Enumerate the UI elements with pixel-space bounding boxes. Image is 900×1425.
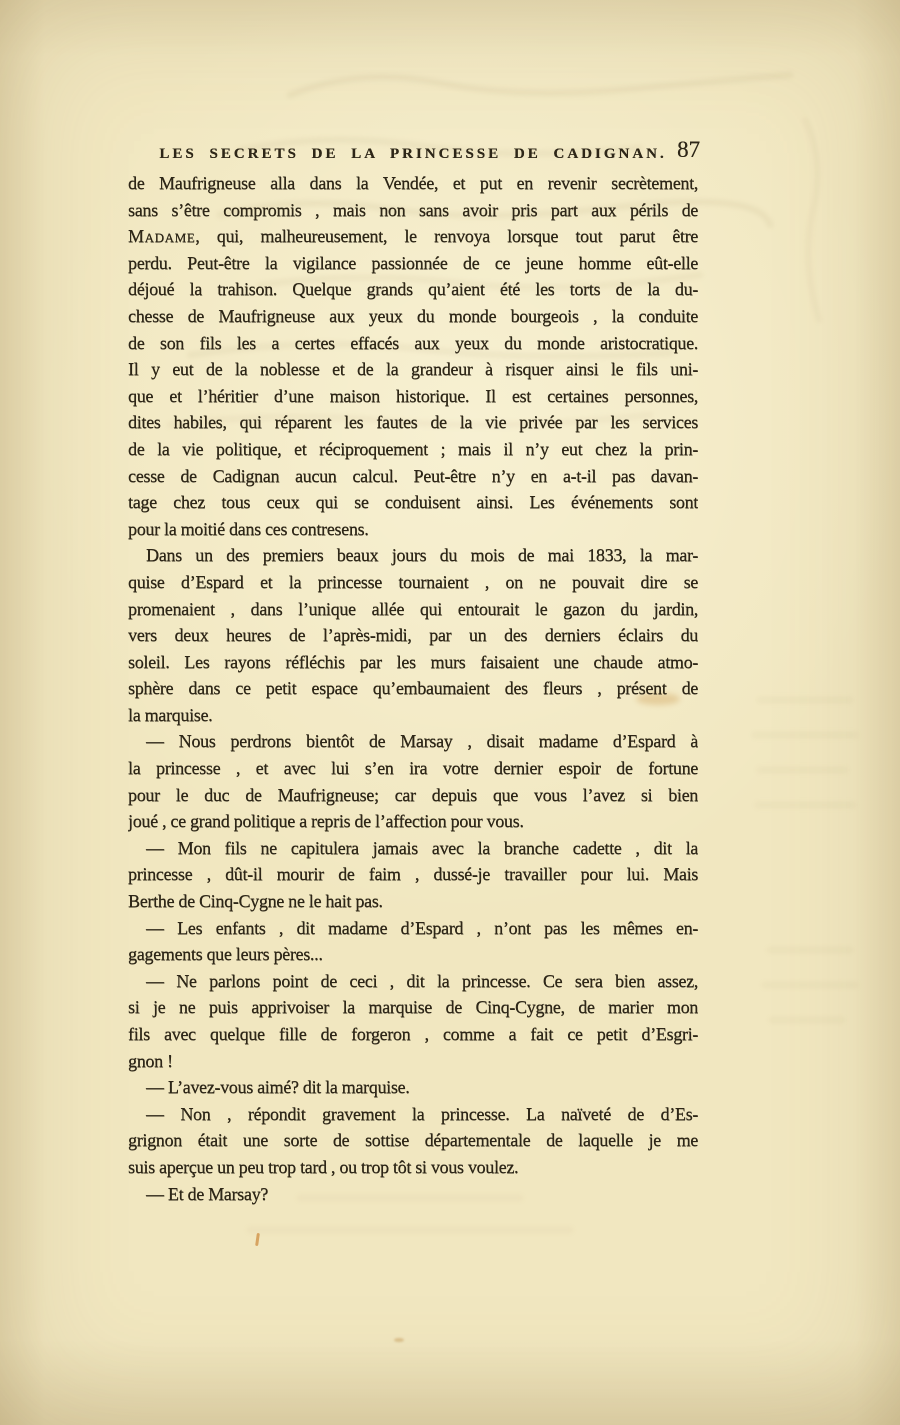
text-line: — Ne parlons point de ceci , dit la princesse. Ce sera bien assez,: [146, 970, 698, 991]
text-line: Berthe de Cinq-Cygne ne le hait pas.: [128, 891, 383, 912]
text-line: chesse de Maufrigneuse aux yeux du monde bourgeois , la conduite: [128, 305, 698, 326]
paper-speck: [394, 1338, 404, 1342]
text-line: si je ne puis apprivoiser la marquise de Cinq-Cygne, de marier mon: [128, 997, 698, 1018]
text-line: grignon était une sorte de sottise départementale de laquelle je me: [128, 1130, 698, 1151]
text-line: de son fils les a certes effacés aux yeux du monde aristocratique.: [128, 332, 698, 353]
text-line-rest: , qui, malheureusement, le renvoya lorsque tout parut être: [195, 226, 698, 247]
text-line: gagements que leurs pères...: [128, 944, 323, 965]
text-line: Il y eut de la noblesse et de la grandeur à risquer ainsi le fils uni-: [128, 359, 698, 380]
text-line: soleil. Les rayons réfléchis par les murs faisaient une chaude atmo-: [128, 651, 698, 672]
text-line: de la vie politique, et réciproquement ; mais il n’y eut chez la prin-: [128, 438, 698, 459]
text-line: tage chez tous ceux qui se conduisent ainsi. Les événements sont: [128, 492, 698, 513]
text-line: vers deux heures de l’après-midi, par un des derniers éclairs du: [128, 625, 698, 646]
text-line: — Mon fils ne capitulera jamais avec la branche cadette , dit la: [146, 837, 698, 858]
text-line: gnon !: [128, 1050, 173, 1071]
smallcaps-word: Madame: [128, 226, 196, 247]
text-line: dites habiles, qui réparent les fautes de la vie privée par les services: [128, 412, 698, 433]
text-line: — Les enfants , dit madame d’Espard , n’ont pas les mêmes en-: [146, 917, 698, 938]
running-header: [128, 137, 700, 165]
text-line: — Nous perdrons bientôt de Marsay , disait madame d’Espard à: [146, 731, 698, 752]
page-number: 87: [677, 137, 700, 162]
text-line: perdu. Peut-être la vigilance passionnée de ce jeune homme eût-elle: [128, 252, 698, 273]
text-line: la princesse , et avec lui s’en ira votre dernier espoir de fortune: [128, 758, 698, 779]
paper-mark: [255, 1233, 260, 1246]
running-header-title: LES SECRETS DE LA PRINCESSE DE CADIGNAN.: [159, 146, 667, 162]
text-line: [128, 223, 698, 250]
text-line: sphère dans ce petit espace qu’embaumaient des fleurs , présent de: [128, 678, 698, 699]
text-line: suis aperçue un peu trop tard , ou trop tôt si vous voulez.: [128, 1156, 519, 1177]
text-line: déjoué la trahison. Quelque grands qu’aient été les torts de la du-: [128, 279, 698, 300]
text-line: de Maufrigneuse alla dans la Vendée, et put en revenir secrètement,: [128, 173, 698, 193]
text-line: — Non , répondit gravement la princesse. La naïveté de d’Es-: [146, 1103, 698, 1124]
text-line: cesse de Cadignan aucun calcul. Peut-être n’y en a-t-il pas davan-: [128, 465, 698, 486]
text-line: princesse , dût-il mourir de faim , dussé-je travailler pour lui. Mais: [128, 864, 698, 885]
text-line: — Et de Marsay?: [146, 1183, 268, 1204]
text-line: la marquise.: [128, 704, 213, 725]
text-line: sans s’être compromis , mais non sans avoir pris part aux périls de: [128, 199, 698, 220]
text-line: Dans un des premiers beaux jours du mois de mai 1833, la mar-: [146, 545, 698, 566]
text-line: joué , ce grand politique a repris de l’affection pour vous.: [128, 811, 524, 832]
text-line: pour la moitié dans ces contresens.: [128, 518, 369, 539]
body-text-block: [128, 170, 698, 1207]
text-line: fils avec quelque fille de forgeron , comme a fait ce petit d’Esgri-: [128, 1024, 698, 1044]
text-line: pour le duc de Maufrigneuse; car depuis que vous l’avez si bien: [128, 784, 698, 805]
text-line: quise d’Espard et la princesse tournaient , on ne pouvait dire se: [128, 571, 698, 592]
text-line: — L’avez-vous aimé? dit la marquise.: [146, 1077, 410, 1098]
text-line: promenaient , dans l’unique allée qui entourait le gazon du jardin,: [128, 598, 698, 619]
text-line: que et l’héritier d’une maison historique. Il est certaines personnes,: [128, 385, 698, 406]
